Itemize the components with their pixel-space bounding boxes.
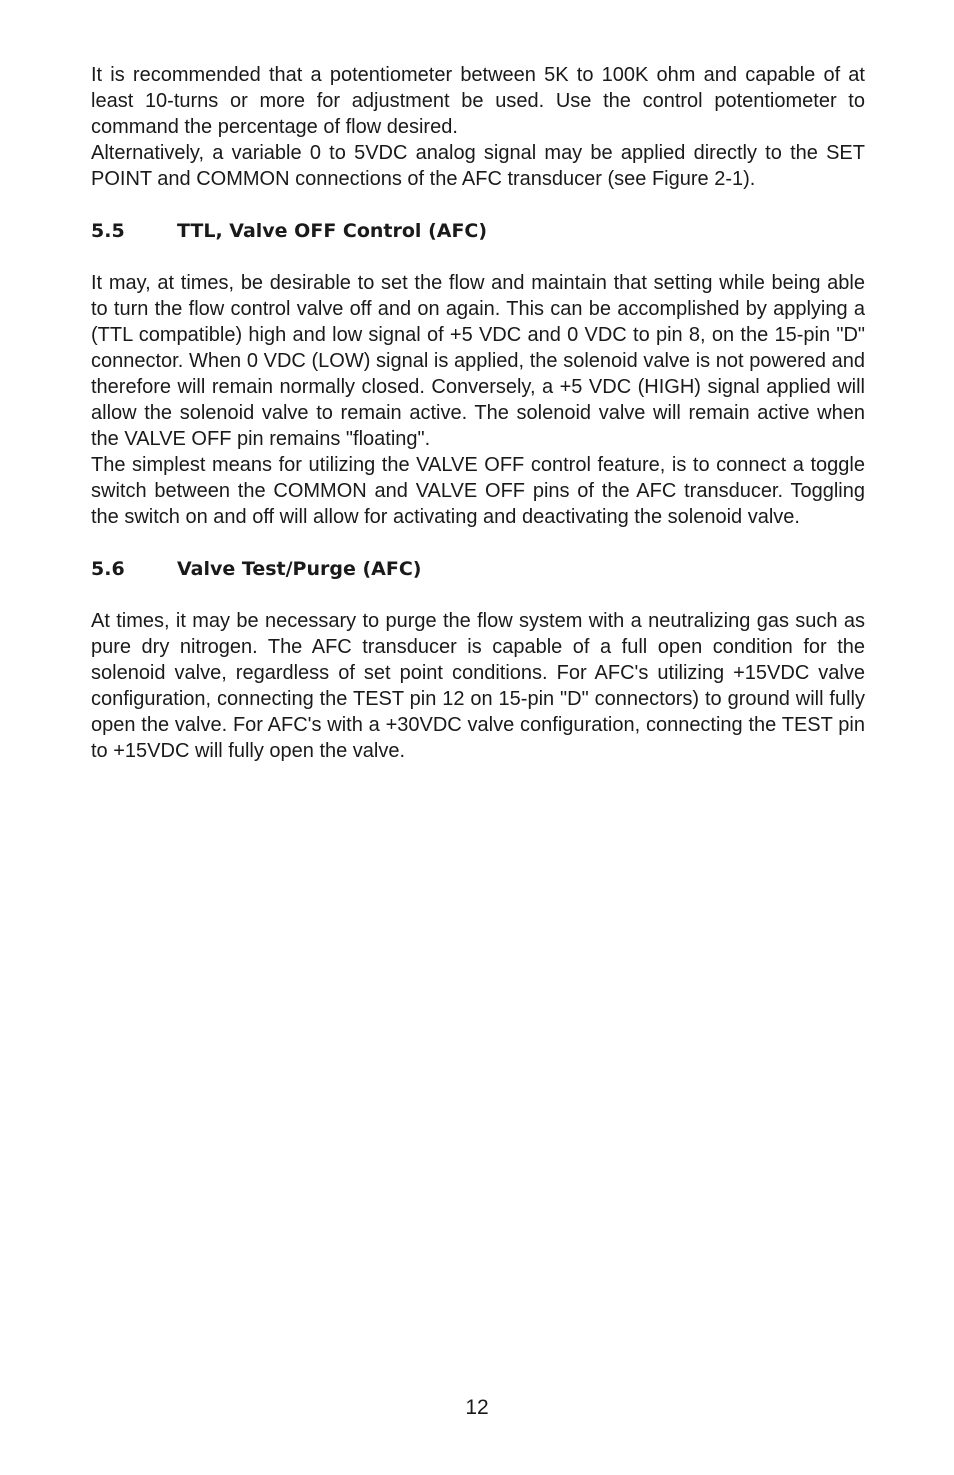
section-5-5-paragraph-2: The simplest means for utilizing the VALVE OFF control feature, is to connect a toggle switch between the COMMON and VALVE OFF pins of the AFC transducer. Toggling the switch on and off will allow for activating and deactivating the solenoid valve. — [91, 454, 865, 528]
section-number: 5.5 — [91, 220, 125, 242]
intro-paragraph-potentiometer: It is recommended that a potentiometer between 5K to 100K ohm and capable of at least 10-turns or more for adjustment be used. Use the control potentiometer to command the percentage of flow desired. — [91, 64, 865, 138]
document-page — [91, 62, 865, 764]
intro-paragraph-analog-signal: Alternatively, a variable 0 to 5VDC analog signal may be applied directly to the SET POINT and COMMON connections of the AFC transducer (see Figure 2-1). — [91, 142, 865, 190]
section-5-6-paragraph-1: At times, it may be necessary to purge the flow system with a neutralizing gas such as pure dry nitrogen. The AFC transducer is capable of a full open condition for the solenoid valve, regardless of set point conditions. For AFC's utilizing +15VDC valve configuration, connecting the TEST pin 12 on 15-pin "D" connectors) to ground will fully open the valve. For AFC's with a +30VDC valve configuration, connecting the TEST pin to +15VDC will fully open the valve. — [91, 610, 865, 762]
section-title: TTL, Valve OFF Control (AFC) — [177, 220, 488, 242]
section-number: 5.6 — [91, 558, 125, 580]
section-5-5-paragraph-1: It may, at times, be desirable to set the flow and maintain that setting while being able to turn the flow control valve off and on again. This can be accomplished by applying a (TTL compatible) high and low signal of +5 VDC and 0 VDC to pin 8, on the 15-pin "D" connector. When 0 VDC (LOW) signal is applied, the solenoid valve is not powered and therefore will remain normally closed. Conversely, a +5 VDC (HIGH) signal applied will allow the solenoid valve to remain active. The solenoid valve will remain active when the VALVE OFF pin remains "floating". — [91, 272, 865, 450]
section-title: Valve Test/Purge (AFC) — [177, 558, 422, 580]
section-heading-5-5 — [91, 218, 865, 244]
page-number: 12 — [465, 1396, 489, 1419]
section-heading-5-6 — [91, 556, 865, 582]
